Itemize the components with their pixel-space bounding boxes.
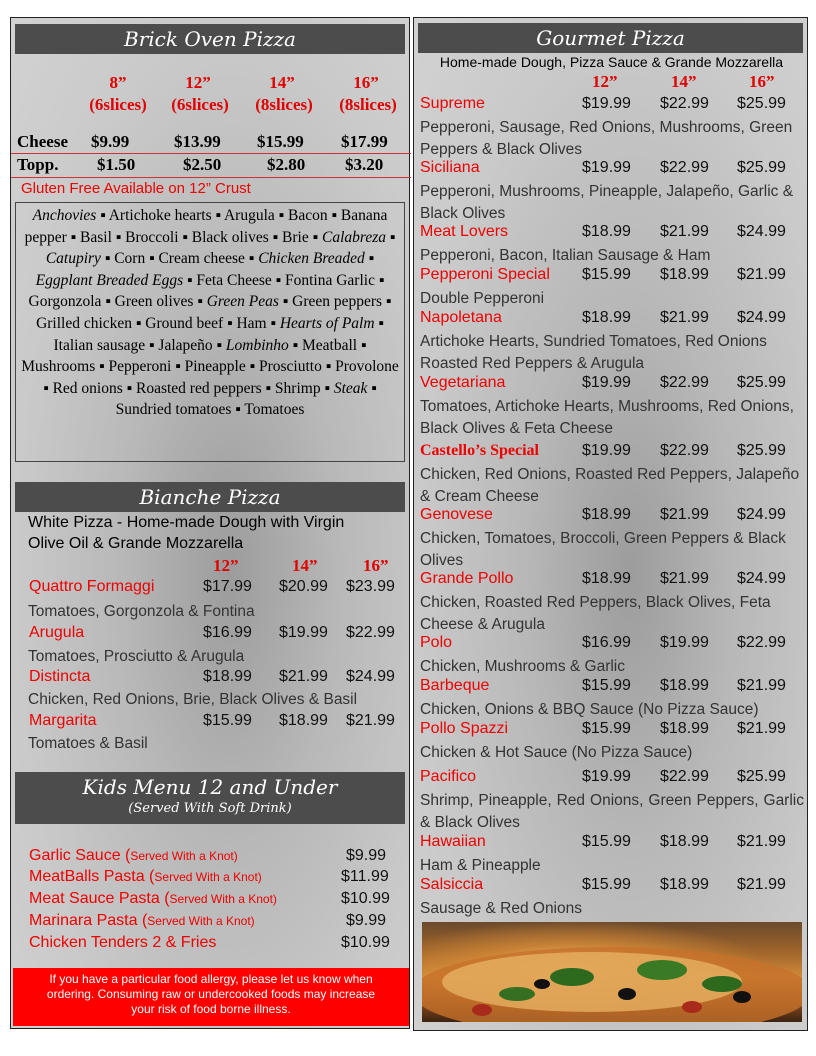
bianche-intro-line2: Olive Oil & Grande Mozzarella xyxy=(28,535,244,552)
gourmet-item-price-12: $16.99 xyxy=(582,634,631,651)
gourmet-item-price-16: $21.99 xyxy=(737,833,786,850)
gourmet-item-row xyxy=(414,833,809,853)
cheese-price-16: $17.99 xyxy=(341,132,388,151)
gourmet-item-price-16: $21.99 xyxy=(737,720,786,737)
gourmet-item-price-12: $19.99 xyxy=(582,442,631,459)
gourmet-item-price-14: $21.99 xyxy=(660,506,709,523)
item-name: Margarita xyxy=(29,712,97,729)
gourmet-item-description: Pepperoni, Mushrooms, Pineapple, Jalapeño, Garlic & Black Olives xyxy=(420,183,794,222)
kids-item-name: Meat Sauce Pasta (Served With a Knot) xyxy=(29,890,277,907)
item-description: Tomatoes & Basil xyxy=(28,735,148,752)
kids-menu-header xyxy=(15,772,405,824)
bianche-size-14: 14” xyxy=(292,556,318,575)
item-price-16: $23.99 xyxy=(346,578,395,595)
gourmet-item-price-12: $19.99 xyxy=(582,768,631,785)
gourmet-item-price-16: $25.99 xyxy=(737,159,786,176)
gourmet-item-price-12: $18.99 xyxy=(582,309,631,326)
gluten-free-note: Gluten Free Available on 12” Crust xyxy=(21,180,251,197)
slices-16: (8slices) xyxy=(339,95,397,114)
gourmet-item-description: Shrimp, Pineapple, Red Onions, Green Peppers, Garlic & Black Olives xyxy=(420,792,804,831)
right-menu-panel xyxy=(413,17,808,1031)
item-price-14: $18.99 xyxy=(279,712,328,729)
divider-line xyxy=(11,177,411,178)
gourmet-item-price-12: $18.99 xyxy=(582,223,631,240)
gourmet-size-12: 12” xyxy=(592,72,618,91)
gourmet-item-row xyxy=(414,309,809,329)
gourmet-item-price-14: $22.99 xyxy=(660,768,709,785)
bianche-intro-line1: White Pizza - Home-made Dough with Virgin xyxy=(28,514,345,531)
gourmet-item-price-16: $25.99 xyxy=(737,442,786,459)
gourmet-item-name: Vegetariana xyxy=(420,374,506,391)
gourmet-item-price-14: $21.99 xyxy=(660,309,709,326)
gourmet-item-description: Double Pepperoni xyxy=(420,290,545,307)
topping-price-16: $3.20 xyxy=(345,155,384,174)
gourmet-item-description: Sausage & Red Onions xyxy=(420,900,582,917)
gourmet-item-price-14: $21.99 xyxy=(660,223,709,240)
allergy-line: ordering. Consuming raw or undercooked foods may increase xyxy=(46,987,376,1001)
gourmet-item-price-16: $22.99 xyxy=(737,634,786,651)
kids-item-name: Garlic Sauce (Served With a Knot) xyxy=(29,847,238,864)
gourmet-item-name: Pepperoni Special xyxy=(420,266,550,283)
kids-item-price: $10.99 xyxy=(341,890,390,907)
kids-item-price: $9.99 xyxy=(346,847,387,864)
item-price-16: $24.99 xyxy=(346,668,395,685)
gourmet-item-description: Chicken, Roasted Red Peppers, Black Olives, Feta Cheese & Arugula xyxy=(420,594,771,633)
gourmet-item-name: Meat Lovers xyxy=(420,223,509,240)
size-8: 8” xyxy=(109,73,127,92)
cheese-price-14: $15.99 xyxy=(257,132,304,151)
gourmet-item-name: Pollo Spazzi xyxy=(420,720,509,737)
kids-item-name: Marinara Pasta (Served With a Knot) xyxy=(29,912,255,929)
gourmet-item-name: Pacifico xyxy=(420,768,477,785)
bianche-sizes-row xyxy=(11,556,411,576)
item-description: Tomatoes, Gorgonzola & Fontina xyxy=(28,603,255,620)
gourmet-item-description: Pepperoni, Sausage, Red Onions, Mushrooms, Green Peppers & Black Olives xyxy=(420,119,793,158)
allergy-line: If you have a particular food allergy, please let us know when xyxy=(49,972,373,986)
brick-slices-row xyxy=(11,95,411,115)
gourmet-item-price-16: $25.99 xyxy=(737,95,786,112)
gourmet-item-price-14: $22.99 xyxy=(660,159,709,176)
gourmet-size-16: 16” xyxy=(749,72,775,91)
item-description: Chicken, Red Onions, Brie, Black Olives & Basil xyxy=(28,691,358,708)
item-name: Arugula xyxy=(29,624,85,641)
topping-price-row xyxy=(11,155,411,175)
gourmet-item-price-16: $24.99 xyxy=(737,506,786,523)
gourmet-item-price-16: $24.99 xyxy=(737,223,786,240)
item-description: Tomatoes, Prosciutto & Arugula xyxy=(28,648,245,665)
gourmet-item-price-16: $21.99 xyxy=(737,266,786,283)
gourmet-item-price-14: $22.99 xyxy=(660,95,709,112)
gourmet-item-price-12: $19.99 xyxy=(582,95,631,112)
gourmet-item-name: Siciliana xyxy=(420,159,480,176)
item-name: Quattro Formaggi xyxy=(29,578,155,595)
gourmet-item-row xyxy=(414,634,809,654)
gourmet-item-name: Castello’s Special xyxy=(420,442,539,459)
gourmet-item-name: Napoletana xyxy=(420,309,502,326)
gourmet-item-price-16: $21.99 xyxy=(737,677,786,694)
gourmet-item-row xyxy=(414,374,809,394)
kids-item-price: $9.99 xyxy=(346,912,387,929)
bianche-item-row xyxy=(11,578,411,598)
gourmet-header xyxy=(418,23,803,53)
gourmet-item-price-14: $18.99 xyxy=(660,876,709,893)
cheese-price-row xyxy=(11,132,411,152)
divider-line xyxy=(11,153,411,154)
gourmet-item-row xyxy=(414,570,809,590)
kids-item-row xyxy=(29,890,401,908)
slices-12: (6slices) xyxy=(171,95,229,114)
gourmet-intro: Home-made Dough, Pizza Sauce & Grande Mozzarella xyxy=(439,54,784,70)
allergy-warning xyxy=(13,968,409,1026)
gourmet-item-price-16: $21.99 xyxy=(737,876,786,893)
gourmet-item-price-16: $24.99 xyxy=(737,570,786,587)
gourmet-title: Gourmet Pizza xyxy=(536,26,685,50)
size-14: 14” xyxy=(269,73,295,92)
kids-menu-title: Kids Menu 12 and Under xyxy=(82,775,338,799)
gourmet-item-price-16: $24.99 xyxy=(737,309,786,326)
topping-price-12: $2.50 xyxy=(183,155,222,174)
gourmet-item-price-14: $18.99 xyxy=(660,677,709,694)
gourmet-item-name: Salsiccia xyxy=(420,876,484,893)
item-price-12: $17.99 xyxy=(203,578,252,595)
gourmet-item-price-12: $19.99 xyxy=(582,374,631,391)
size-12: 12” xyxy=(185,73,211,92)
gourmet-item-description: Tomatoes, Artichoke Hearts, Mushrooms, Red Onions, Black Olives & Feta Cheese xyxy=(420,398,794,437)
gourmet-item-description: Chicken, Red Onions, Roasted Red Peppers, Jalapeño & Cream Cheese xyxy=(420,466,800,505)
kids-item-name: MeatBalls Pasta (Served With a Knot) xyxy=(29,868,262,885)
gourmet-item-price-14: $21.99 xyxy=(660,570,709,587)
gourmet-item-price-16: $25.99 xyxy=(737,374,786,391)
item-price-14: $20.99 xyxy=(279,578,328,595)
topping-price-14: $2.80 xyxy=(267,155,306,174)
cheese-price-12: $13.99 xyxy=(174,132,221,151)
gourmet-item-price-14: $18.99 xyxy=(660,833,709,850)
slices-14: (8slices) xyxy=(255,95,313,114)
gourmet-item-description: Chicken, Tomatoes, Broccoli, Green Peppers & Black Olives xyxy=(420,530,786,569)
gourmet-item-description: Chicken, Onions & BBQ Sauce (No Pizza Sauce) xyxy=(420,701,759,718)
item-price-14: $21.99 xyxy=(279,668,328,685)
gourmet-item-row xyxy=(414,95,809,115)
pizza-illustration xyxy=(422,922,802,1022)
gourmet-size-14: 14” xyxy=(671,72,697,91)
cheese-price-8: $9.99 xyxy=(91,132,130,151)
allergy-line: your risk of food borne illness. xyxy=(131,1002,291,1016)
brick-oven-header xyxy=(15,24,405,54)
kids-item-price: $10.99 xyxy=(341,934,390,951)
gourmet-item-row xyxy=(414,223,809,243)
gourmet-item-description: Ham & Pineapple xyxy=(420,857,541,874)
size-16: 16” xyxy=(353,73,379,92)
gourmet-item-price-12: $15.99 xyxy=(582,833,631,850)
gourmet-item-price-16: $25.99 xyxy=(737,768,786,785)
gourmet-item-name: Grande Pollo xyxy=(420,570,514,587)
toppings-list: Anchovies ▪ Artichoke hearts ▪ Arugula ▪ Bacon ▪ Banana pepper ▪ Basil ▪ Broccoli ▪ Black olives ▪ Brie ▪ Calabreza ▪ Catupiry ▪ Corn ▪ Cream cheese ▪ Chicken Breaded ▪ Eggplant Breaded Eggs ▪ Feta Cheese ▪ Fontina Garlic ▪ Gorgonzola ▪ Green olives ▪ Green Peas ▪ Green peppers ▪ Grilled chicken ▪ Ground beef ▪ Ham ▪ Hearts of Palm ▪ Italian sausage ▪ Jalapeño ▪ Lombinho ▪ Meatball ▪ Mushrooms ▪ Pepperoni ▪ Pineapple ▪ Prosciutto ▪ Provolone ▪ Red onions ▪ Roasted red peppers ▪ Shrimp ▪ Steak ▪ Sundried tomatoes ▪ Tomatoes xyxy=(15,202,405,462)
gourmet-item-price-14: $18.99 xyxy=(660,266,709,283)
gourmet-item-description: Artichoke Hearts, Sundried Tomatoes, Red Onions Roasted Red Peppers & Arugula xyxy=(420,333,767,372)
kids-item-row xyxy=(29,868,401,886)
bianche-size-12: 12” xyxy=(213,556,239,575)
item-price-14: $19.99 xyxy=(279,624,328,641)
item-price-16: $21.99 xyxy=(346,712,395,729)
bianche-size-16: 16” xyxy=(363,556,389,575)
bianche-item-row xyxy=(11,668,411,688)
kids-item-row xyxy=(29,934,401,952)
gourmet-item-price-12: $15.99 xyxy=(582,266,631,283)
gourmet-item-row xyxy=(414,720,809,740)
gourmet-item-price-12: $15.99 xyxy=(582,677,631,694)
item-price-12: $15.99 xyxy=(203,712,252,729)
gourmet-item-price-14: $22.99 xyxy=(660,374,709,391)
gourmet-item-row xyxy=(414,266,809,286)
gourmet-sizes-row xyxy=(414,72,809,92)
gourmet-item-row xyxy=(414,677,809,697)
slices-8: (6slices) xyxy=(89,95,147,114)
gourmet-item-price-12: $18.99 xyxy=(582,570,631,587)
topping-price-8: $1.50 xyxy=(97,155,136,174)
item-name: Distincta xyxy=(29,668,91,685)
gourmet-item-name: Barbeque xyxy=(420,677,490,694)
kids-item-name: Chicken Tenders 2 & Fries xyxy=(29,934,217,951)
bianche-item-row xyxy=(11,624,411,644)
gourmet-item-price-12: $18.99 xyxy=(582,506,631,523)
kids-item-price: $11.99 xyxy=(341,868,389,885)
kids-menu-subtitle: (Served With Soft Drink) xyxy=(128,801,292,816)
gourmet-item-row xyxy=(414,876,809,896)
gourmet-item-price-12: $19.99 xyxy=(582,159,631,176)
gourmet-item-price-12: $15.99 xyxy=(582,876,631,893)
item-price-16: $22.99 xyxy=(346,624,395,641)
gourmet-item-price-14: $19.99 xyxy=(660,634,709,651)
bianche-header xyxy=(15,482,405,512)
gourmet-item-price-12: $15.99 xyxy=(582,720,631,737)
topping-label: Topp. xyxy=(17,155,59,174)
brick-oven-title: Brick Oven Pizza xyxy=(124,27,296,51)
gourmet-item-row xyxy=(414,506,809,526)
kids-item-row xyxy=(29,912,401,930)
gourmet-item-description: Pepperoni, Bacon, Italian Sausage & Ham xyxy=(420,247,711,264)
gourmet-item-price-14: $22.99 xyxy=(660,442,709,459)
item-price-12: $16.99 xyxy=(203,624,252,641)
item-price-12: $18.99 xyxy=(203,668,252,685)
gourmet-item-row xyxy=(414,442,809,462)
bianche-title: Bianche Pizza xyxy=(139,485,281,509)
gourmet-item-price-14: $18.99 xyxy=(660,720,709,737)
gourmet-item-description: Chicken, Mushrooms & Garlic xyxy=(420,658,626,675)
gourmet-item-name: Genovese xyxy=(420,506,493,523)
gourmet-item-description: Chicken & Hot Sauce (No Pizza Sauce) xyxy=(420,744,693,761)
pizza-photo xyxy=(422,922,802,1022)
gourmet-item-row xyxy=(414,768,809,788)
bianche-item-row xyxy=(11,712,411,732)
left-menu-panel xyxy=(10,17,410,1029)
gourmet-item-row xyxy=(414,159,809,179)
gourmet-item-name: Supreme xyxy=(420,95,485,112)
gourmet-item-name: Hawaiian xyxy=(420,833,486,850)
gourmet-item-name: Polo xyxy=(420,634,453,651)
cheese-label: Cheese xyxy=(17,132,68,151)
kids-item-row xyxy=(29,847,401,865)
brick-sizes-row xyxy=(11,73,411,93)
